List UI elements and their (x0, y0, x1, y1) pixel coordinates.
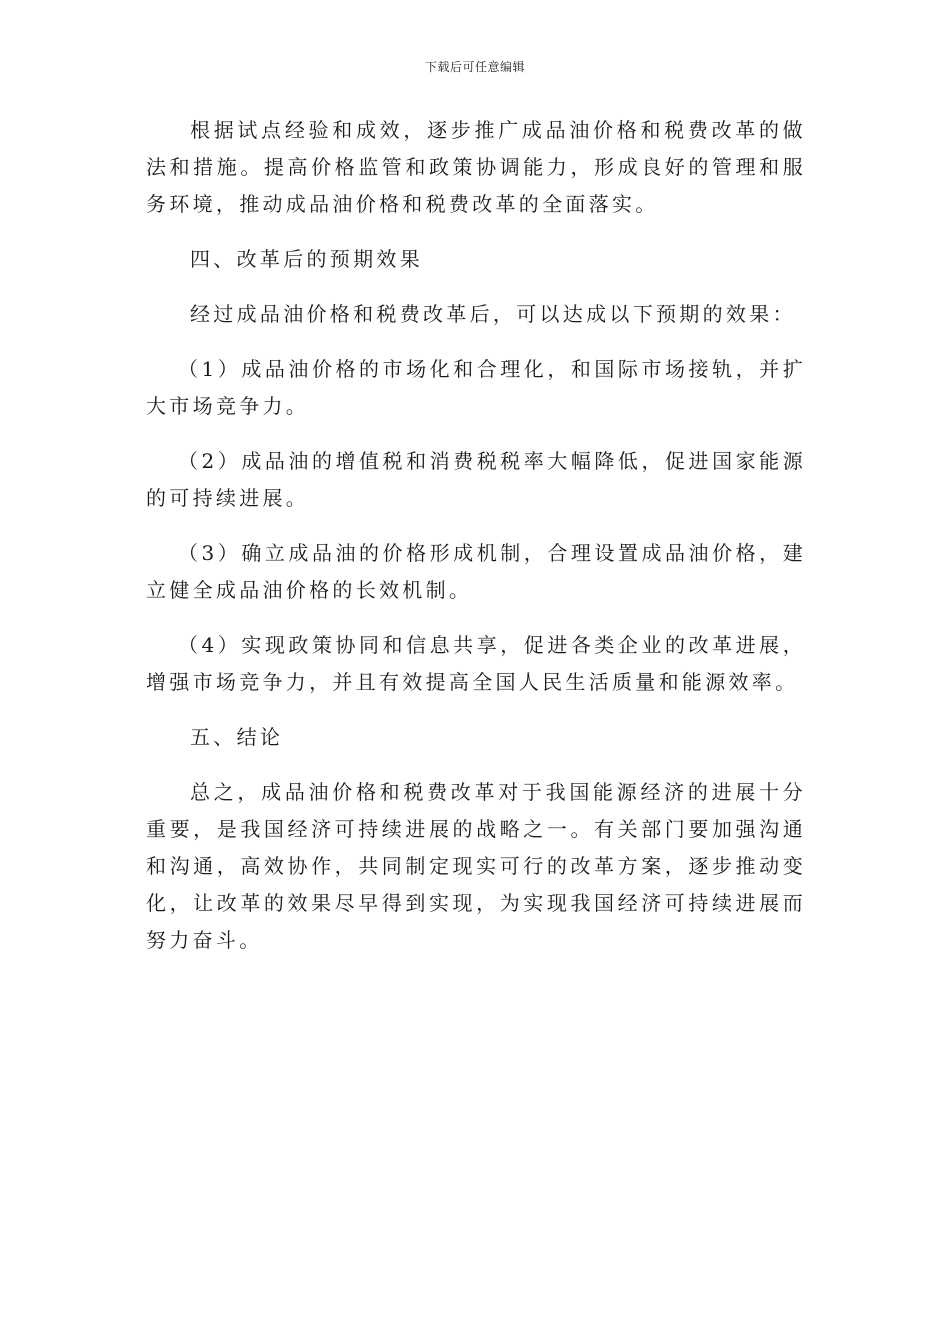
list-item-effect-4: （4）实现政策协同和信息共享，促进各类企业的改革进展，增强市场竞争力，并且有效提高全国人民生活质量和能源效率。 (146, 633, 806, 694)
paragraph-conclusion: 总之，成品油价格和税费改革对于我国能源经济的进展十分重要，是我国经济可持续进展的战略之一。有关部门要加强沟通和沟通，高效协作，共同制定现实可行的改革方案，逐步推动变化，让改革的效果尽早得到实现，为实现我国经济可持续进展而努力奋斗。 (146, 780, 806, 952)
list-item-effect-2: （2）成品油的增值税和消费税税率大幅降低，促进国家能源的可持续进展。 (146, 449, 806, 510)
section-heading-expected-effects: 四、改革后的预期效果 (190, 247, 423, 271)
list-item-effect-3: （3）确立成品油的价格形成机制，合理设置成品油价格，建立健全成品油价格的长效机制。 (146, 541, 806, 602)
paragraph-effects-intro: 经过成品油价格和税费改革后，可以达成以下预期的效果： (190, 302, 796, 326)
page-header: 下载后可任意编辑 (424, 60, 525, 74)
document-body (146, 112, 806, 977)
paragraph-promotion: 根据试点经验和成效，逐步推广成品油价格和税费改革的做法和措施。提高价格监管和政策协调能力，形成良好的管理和服务环境，推动成品油价格和税费改革的全面落实。 (146, 118, 806, 216)
list-item-effect-1: （1）成品油价格的市场化和合理化，和国际市场接轨，并扩大市场竞争力。 (146, 357, 806, 418)
section-heading-conclusion: 五、结论 (190, 725, 284, 749)
